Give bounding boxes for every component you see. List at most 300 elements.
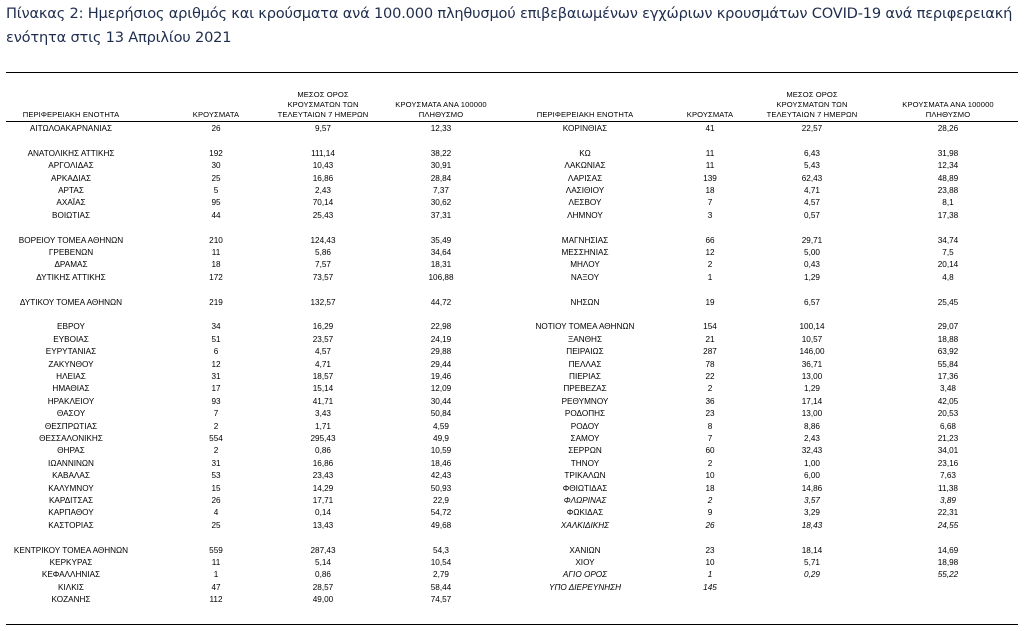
avg7-value: 124,43 [310, 235, 336, 245]
per100k-value: 44,72 [430, 297, 452, 307]
per100k-value: 6,68 [940, 421, 956, 431]
table-row [520, 197, 1020, 208]
cases-value: 26 [211, 496, 221, 505]
region-name: ΧΑΛΚΙΔΙΚΗΣ [560, 520, 610, 530]
avg7-value: 111,14 [311, 148, 335, 158]
region-name: ΝΗΣΩΝ [570, 297, 600, 307]
table-row [6, 569, 506, 580]
avg7-value: 9,57 [315, 124, 331, 133]
header-cases: ΚΡΟΥΣΜΑΤΑ [686, 110, 734, 119]
cases-value: 26 [705, 520, 715, 530]
table-row [520, 259, 1020, 270]
cases-value: 60 [705, 446, 715, 456]
per100k-value: 10,59 [430, 446, 452, 456]
per100k-value: 18,46 [430, 458, 452, 468]
avg7-value: 18,14 [801, 545, 823, 555]
table-row [520, 185, 1020, 196]
per100k-value: 18,31 [430, 260, 452, 270]
per100k-value: 25,45 [937, 297, 959, 307]
cases-value: 41 [705, 124, 715, 133]
avg7-value: 13,00 [801, 409, 823, 419]
region-name: ΘΑΣΟΥ [56, 409, 86, 419]
cases-value: 66 [705, 235, 715, 245]
per100k-value: 74,57 [430, 595, 452, 605]
region-name: ΛΕΣΒΟΥ [568, 198, 602, 208]
cases-value: 6 [213, 347, 219, 357]
cases-value: 25 [211, 520, 221, 530]
per100k-value: 34,74 [937, 235, 959, 245]
cases-value: 7 [213, 409, 219, 419]
cases-value: 2 [707, 458, 713, 468]
cases-value: 31 [211, 372, 221, 381]
cases-value: 22 [705, 372, 715, 381]
cases-value: 7 [707, 434, 713, 443]
avg7-value: 14,86 [801, 483, 823, 493]
cases-value: 95 [211, 198, 221, 208]
avg7-value: 73,57 [312, 272, 334, 282]
per100k-value: 22,9 [433, 496, 449, 505]
header-unit: ΠΕΡΙΦΕΡΕΙΑΚΗ ΕΝΟΤΗΤΑ [536, 110, 634, 119]
avg7-value: 23,57 [312, 334, 334, 344]
region-name: ΘΕΣΣΑΛΟΝΙΚΗΣ [39, 434, 103, 443]
region-name: ΜΗΛΟΥ [570, 260, 600, 270]
table-row [6, 483, 506, 494]
avg7-value: 0,43 [804, 260, 820, 270]
region-name: ΧΙΟΥ [575, 558, 595, 567]
per100k-value: 3,89 [940, 496, 956, 505]
per100k-value: 54,72 [430, 508, 452, 518]
cases-value: 154 [703, 322, 717, 332]
table-row [6, 123, 506, 134]
table-row [520, 210, 1020, 221]
region-name: ΑΡΓΟΛΙΔΑΣ [48, 161, 94, 171]
region-name: ΦΩΚΙΔΑΣ [566, 508, 604, 518]
per100k-value: 42,05 [937, 396, 959, 406]
cases-value: 5 [213, 186, 219, 195]
avg7-value: 17,14 [801, 396, 823, 406]
per100k-value: 14,69 [937, 545, 959, 555]
region-name: ΚΕΡΚΥΡΑΣ [49, 558, 93, 567]
region-name: ΑΙΤΩΛΟΑΚΑΡΝΑΝΙΑΣ [29, 124, 113, 133]
table-row [520, 445, 1020, 456]
avg7-value: 146,00 [799, 347, 825, 357]
region-name: ΒΟΡΕΙΟΥ ΤΟΜΕΑ ΑΘΗΝΩΝ [18, 235, 124, 245]
per100k-value: 34,64 [430, 248, 452, 257]
header-rule [6, 121, 1018, 122]
avg7-value: 29,71 [801, 235, 823, 245]
per100k-value: 29,88 [430, 347, 452, 357]
cases-value: 145 [703, 582, 717, 592]
header-per100k: ΚΡΟΥΣΜΑΤΑ ΑΝΑ 100000 ΠΛΗΘΥΣΜΟ [395, 100, 487, 119]
table-row [520, 495, 1020, 506]
region-name: ΒΟΙΩΤΙΑΣ [51, 210, 91, 220]
avg7-value: 3,57 [804, 496, 820, 505]
header-cases: ΚΡΟΥΣΜΑΤΑ [192, 110, 240, 119]
region-name: ΘΕΣΠΡΩΤΙΑΣ [44, 421, 98, 431]
region-name: ΠΕΛΛΑΣ [568, 359, 602, 369]
avg7-value: 18,57 [312, 372, 334, 381]
per100k-value: 12,33 [430, 124, 452, 133]
avg7-value: 15,14 [312, 384, 334, 394]
avg7-value: 10,57 [801, 334, 823, 344]
region-name: ΑΧΑΪΑΣ [56, 198, 86, 208]
table-row [520, 272, 1020, 283]
per100k-value: 50,84 [430, 409, 452, 419]
per100k-value: 4,59 [433, 421, 449, 431]
region-name: ΥΠΟ ΔΙΕΡΕΥΝΗΣΗ [549, 582, 621, 592]
region-name: ΡΕΘΥΜΝΟΥ [561, 396, 609, 406]
avg7-value: 62,43 [801, 173, 823, 183]
region-name: ΓΡΕΒΕΝΩΝ [48, 248, 94, 257]
table-row [6, 421, 506, 432]
region-name: ΚΙΛΚΙΣ [57, 582, 84, 592]
per100k-value: 7,63 [940, 471, 956, 481]
table-row [6, 520, 506, 531]
cases-value: 53 [211, 471, 221, 481]
region-name: ΔΥΤΙΚΗΣ ΑΤΤΙΚΗΣ [36, 272, 106, 282]
table-row [520, 247, 1020, 258]
cases-value: 219 [209, 297, 223, 307]
table-row [520, 321, 1020, 332]
region-name: ΛΑΡΙΣΑΣ [567, 173, 603, 183]
per100k-value: 55,84 [937, 359, 959, 369]
region-name: ΚΑΣΤΟΡΙΑΣ [48, 520, 94, 530]
per100k-value: 30,91 [430, 161, 452, 171]
avg7-value: 41,71 [312, 396, 334, 406]
per100k-value: 49,9 [433, 434, 449, 443]
avg7-value: 5,14 [315, 558, 331, 567]
cases-value: 3 [707, 210, 713, 220]
cases-value: 21 [705, 334, 715, 344]
per100k-value: 4,8 [942, 272, 954, 282]
per100k-value: 17,38 [937, 210, 959, 220]
table-row [6, 545, 506, 556]
region-name: ΡΟΔΟΥ [570, 421, 600, 431]
region-name: ΛΗΜΝΟΥ [567, 210, 603, 220]
table-row [520, 160, 1020, 171]
table-row [6, 594, 506, 605]
cases-value: 19 [705, 297, 715, 307]
avg7-value: 16,86 [312, 458, 334, 468]
avg7-value: 10,43 [312, 161, 334, 171]
cases-value: 93 [211, 396, 221, 406]
avg7-value: 1,29 [804, 272, 820, 282]
table-row [6, 383, 506, 394]
avg7-value: 0,29 [804, 570, 820, 580]
cases-value: 23 [705, 545, 715, 555]
avg7-value: 7,57 [315, 260, 331, 270]
table-row [520, 545, 1020, 556]
cases-value: 25 [211, 173, 221, 183]
table-row [520, 470, 1020, 481]
avg7-value: 4,71 [804, 186, 820, 195]
table-row [6, 247, 506, 258]
table-row [520, 421, 1020, 432]
cases-value: 51 [211, 334, 221, 344]
avg7-value: 28,57 [312, 582, 334, 592]
region-name: ΚΟΡΙΝΘΙΑΣ [562, 124, 608, 133]
cases-value: 1 [707, 272, 713, 282]
avg7-value: 13,00 [801, 372, 823, 381]
region-name: ΑΡΤΑΣ [58, 186, 84, 195]
table-row [520, 396, 1020, 407]
table-row [520, 433, 1020, 444]
table-row [520, 297, 1020, 308]
cases-value: 2 [707, 496, 713, 505]
region-name: ΦΘΙΩΤΙΔΑΣ [562, 483, 608, 493]
table-title: Πίνακας 2: Ημερήσιος αριθμός και κρούσματα ανά 100.000 πληθυσμού επιβεβαιωμένων εγχώριων κρουσμάτων COVID-19 ανά περιφερειακή ενότητα στις 13 Απριλίου 2021 [6, 5, 1013, 46]
region-name: ΔΡΑΜΑΣ [54, 260, 88, 270]
avg7-value: 4,57 [315, 347, 331, 357]
per100k-value: 28,26 [937, 124, 959, 133]
region-name: ΘΗΡΑΣ [57, 446, 85, 456]
avg7-value: 287,43 [310, 545, 336, 555]
region-name: ΧΑΝΙΩΝ [569, 545, 601, 555]
table-row [6, 148, 506, 159]
table-row [520, 235, 1020, 246]
avg7-value: 22,57 [801, 124, 823, 133]
table-row [6, 507, 506, 518]
per100k-value: 63,92 [937, 347, 959, 357]
per100k-value: 11,38 [938, 483, 958, 493]
cases-value: 47 [211, 582, 221, 592]
avg7-value: 16,29 [312, 322, 334, 332]
table-row [6, 445, 506, 456]
region-name: ΔΥΤΙΚΟΥ ΤΟΜΕΑ ΑΘΗΝΩΝ [19, 297, 123, 307]
avg7-value: 5,00 [804, 248, 820, 257]
header-per100k: ΚΡΟΥΣΜΑΤΑ ΑΝΑ 100000 ΠΛΗΘΥΣΜΟ [902, 100, 994, 119]
per100k-value: 20,14 [937, 260, 959, 270]
per100k-value: 21,23 [937, 434, 959, 443]
table-row [520, 557, 1020, 568]
per100k-value: 30,44 [430, 396, 452, 406]
table-row [520, 359, 1020, 370]
table-row [520, 123, 1020, 134]
avg7-value: 4,57 [804, 198, 820, 208]
region-name: ΖΑΚΥΝΘΟΥ [48, 359, 94, 369]
cases-value: 1 [213, 570, 219, 580]
avg7-value: 3,29 [804, 508, 820, 518]
cases-value: 18 [705, 483, 715, 493]
region-name: ΚΑΡΠΑΘΟΥ [48, 508, 94, 518]
region-name: ΕΥΡΥΤΑΝΙΑΣ [45, 347, 97, 357]
region-name: ΜΕΣΣΗΝΙΑΣ [561, 248, 609, 257]
region-name: ΚΕΝΤΡΙΚΟΥ ΤΟΜΕΑ ΑΘΗΝΩΝ [13, 545, 129, 555]
per100k-value: 58,44 [430, 582, 452, 592]
table-row [6, 582, 506, 593]
cases-value: 17 [211, 384, 221, 394]
per100k-value: 34,01 [937, 446, 959, 456]
region-name: ΝΟΤΙΟΥ ΤΟΜΕΑ ΑΘΗΝΩΝ [535, 322, 635, 332]
avg7-value: 0,14 [315, 508, 331, 518]
avg7-value: 18,43 [801, 520, 823, 530]
avg7-value: 295,43 [310, 434, 336, 443]
cases-value: 112 [209, 595, 223, 605]
table-row [6, 495, 506, 506]
region-name: ΗΛΕΙΑΣ [56, 372, 86, 381]
cases-value: 12 [211, 359, 221, 369]
avg7-value: 100,14 [799, 322, 825, 332]
region-name: ΑΓΙΟ ΟΡΟΣ [562, 570, 608, 580]
avg7-value: 49,00 [312, 595, 334, 605]
cases-value: 7 [707, 198, 713, 208]
table-row [6, 346, 506, 357]
table-row [6, 458, 506, 469]
avg7-value: 36,71 [801, 359, 823, 369]
per100k-value: 20,53 [937, 409, 959, 419]
table-row [6, 557, 506, 568]
table-row [520, 383, 1020, 394]
cases-value: 4 [213, 508, 219, 518]
region-name: ΠΙΕΡΙΑΣ [569, 372, 601, 381]
cases-value: 11 [211, 558, 221, 567]
table-row [6, 359, 506, 370]
per100k-value: 12,34 [937, 161, 959, 171]
region-name: ΜΑΓΝΗΣΙΑΣ [561, 235, 609, 245]
table-row [6, 259, 506, 270]
cases-value: 11 [705, 148, 715, 158]
region-name: ΛΑΣΙΘΙΟΥ [565, 186, 605, 195]
per100k-value: 3,48 [940, 384, 956, 394]
per100k-value: 10,54 [430, 558, 452, 567]
avg7-value: 0,86 [315, 570, 331, 580]
per100k-value: 54,3 [433, 545, 449, 555]
cases-value: 2 [707, 384, 713, 394]
table-row [520, 520, 1020, 531]
per100k-value: 24,19 [430, 334, 452, 344]
table-row [6, 334, 506, 345]
region-name: ΕΒΡΟΥ [57, 322, 85, 332]
avg7-value: 13,43 [312, 520, 334, 530]
table-row [520, 507, 1020, 518]
avg7-value: 3,43 [315, 409, 331, 419]
cases-value: 8 [707, 421, 713, 431]
cases-value: 11 [705, 161, 715, 171]
cases-value: 36 [705, 396, 715, 406]
region-name: ΝΑΞΟΥ [570, 272, 600, 282]
avg7-value: 2,43 [315, 186, 331, 195]
table-row [520, 483, 1020, 494]
avg7-value: 0,86 [315, 446, 331, 456]
cases-value: 2 [213, 446, 219, 456]
table-row [6, 371, 506, 382]
table-row [6, 396, 506, 407]
avg7-value: 4,71 [315, 359, 331, 369]
avg7-value: 23,43 [312, 471, 334, 481]
cases-value: 12 [705, 248, 715, 257]
per100k-value: 19,46 [430, 372, 452, 381]
cases-value: 30 [211, 161, 221, 171]
cases-value: 23 [705, 409, 715, 419]
cases-value: 18 [211, 260, 221, 270]
avg7-value: 1,00 [804, 458, 820, 468]
cases-value: 2 [213, 421, 219, 431]
region-name: ΞΑΝΘΗΣ [567, 334, 603, 344]
cases-value: 559 [209, 545, 223, 555]
cases-value: 15 [211, 483, 221, 493]
avg7-value: 17,71 [312, 496, 334, 505]
avg7-value: 6,57 [804, 297, 820, 307]
table-row [6, 433, 506, 444]
bottom-rule [6, 624, 1018, 625]
table-row [6, 470, 506, 481]
table-row [6, 297, 506, 308]
table-row [6, 408, 506, 419]
table-row [6, 185, 506, 196]
per100k-value: 7,37 [433, 186, 449, 195]
cases-value: 10 [705, 471, 715, 481]
table-row [520, 346, 1020, 357]
region-name: ΚΑΒΑΛΑΣ [52, 471, 90, 481]
per100k-value: 42,43 [430, 471, 452, 481]
per100k-value: 12,09 [430, 384, 452, 394]
cases-value: 287 [703, 347, 717, 357]
region-name: ΚΑΡΔΙΤΣΑΣ [48, 496, 94, 505]
cases-value: 2 [707, 260, 713, 270]
cases-value: 172 [209, 272, 223, 282]
table-row [520, 334, 1020, 345]
avg7-value: 16,86 [312, 173, 334, 183]
avg7-value: 25,43 [312, 210, 334, 220]
avg7-value: 8,86 [804, 421, 820, 431]
table-row [6, 321, 506, 332]
cases-value: 554 [209, 434, 223, 443]
region-name: ΗΜΑΘΙΑΣ [52, 384, 90, 394]
table-row [520, 173, 1020, 184]
avg7-value: 132,57 [310, 297, 336, 307]
avg7-value: 6,00 [804, 471, 820, 481]
region-name: ΚΩ [579, 148, 591, 158]
cases-value: 1 [707, 570, 713, 580]
per100k-value: 7,5 [942, 248, 954, 257]
region-name: ΕΥΒΟΙΑΣ [53, 334, 89, 344]
per100k-value: 38,22 [430, 148, 452, 158]
table-row [520, 148, 1020, 159]
avg7-value: 1,29 [804, 384, 820, 394]
cases-value: 9 [707, 508, 713, 518]
cases-value: 44 [211, 210, 221, 220]
per100k-value: 18,98 [937, 558, 959, 567]
top-rule [6, 72, 1018, 73]
cases-value: 139 [703, 173, 717, 183]
region-name: ΤΗΝΟΥ [570, 458, 600, 468]
table-row [520, 371, 1020, 382]
avg7-value: 14,29 [312, 483, 334, 493]
cases-value: 18 [705, 186, 715, 195]
per100k-value: 31,98 [937, 148, 959, 158]
region-name: ΡΟΔΟΠΗΣ [564, 409, 606, 419]
table-row [6, 173, 506, 184]
header-unit: ΠΕΡΙΦΕΡΕΙΑΚΗ ΕΝΟΤΗΤΑ [22, 110, 120, 119]
avg7-value: 1,71 [315, 421, 331, 431]
region-name: ΙΩΑΝΝΙΝΩΝ [48, 458, 94, 468]
per100k-value: 30,62 [430, 198, 452, 208]
table-row [6, 160, 506, 171]
per100k-value: 37,31 [430, 210, 452, 220]
cases-value: 192 [209, 148, 223, 158]
cases-value: 78 [705, 359, 715, 369]
region-name: ΛΑΚΩΝΙΑΣ [564, 161, 606, 171]
per100k-value: 2,79 [433, 570, 449, 580]
table-row [6, 272, 506, 283]
table-row [520, 458, 1020, 469]
per100k-value: 8,1 [942, 198, 954, 208]
avg7-value: 2,43 [804, 434, 820, 443]
per100k-value: 18,88 [937, 334, 959, 344]
region-name: ΗΡΑΚΛΕΙΟΥ [47, 396, 95, 406]
per100k-value: 24,55 [937, 520, 959, 530]
avg7-value: 0,57 [804, 210, 820, 220]
